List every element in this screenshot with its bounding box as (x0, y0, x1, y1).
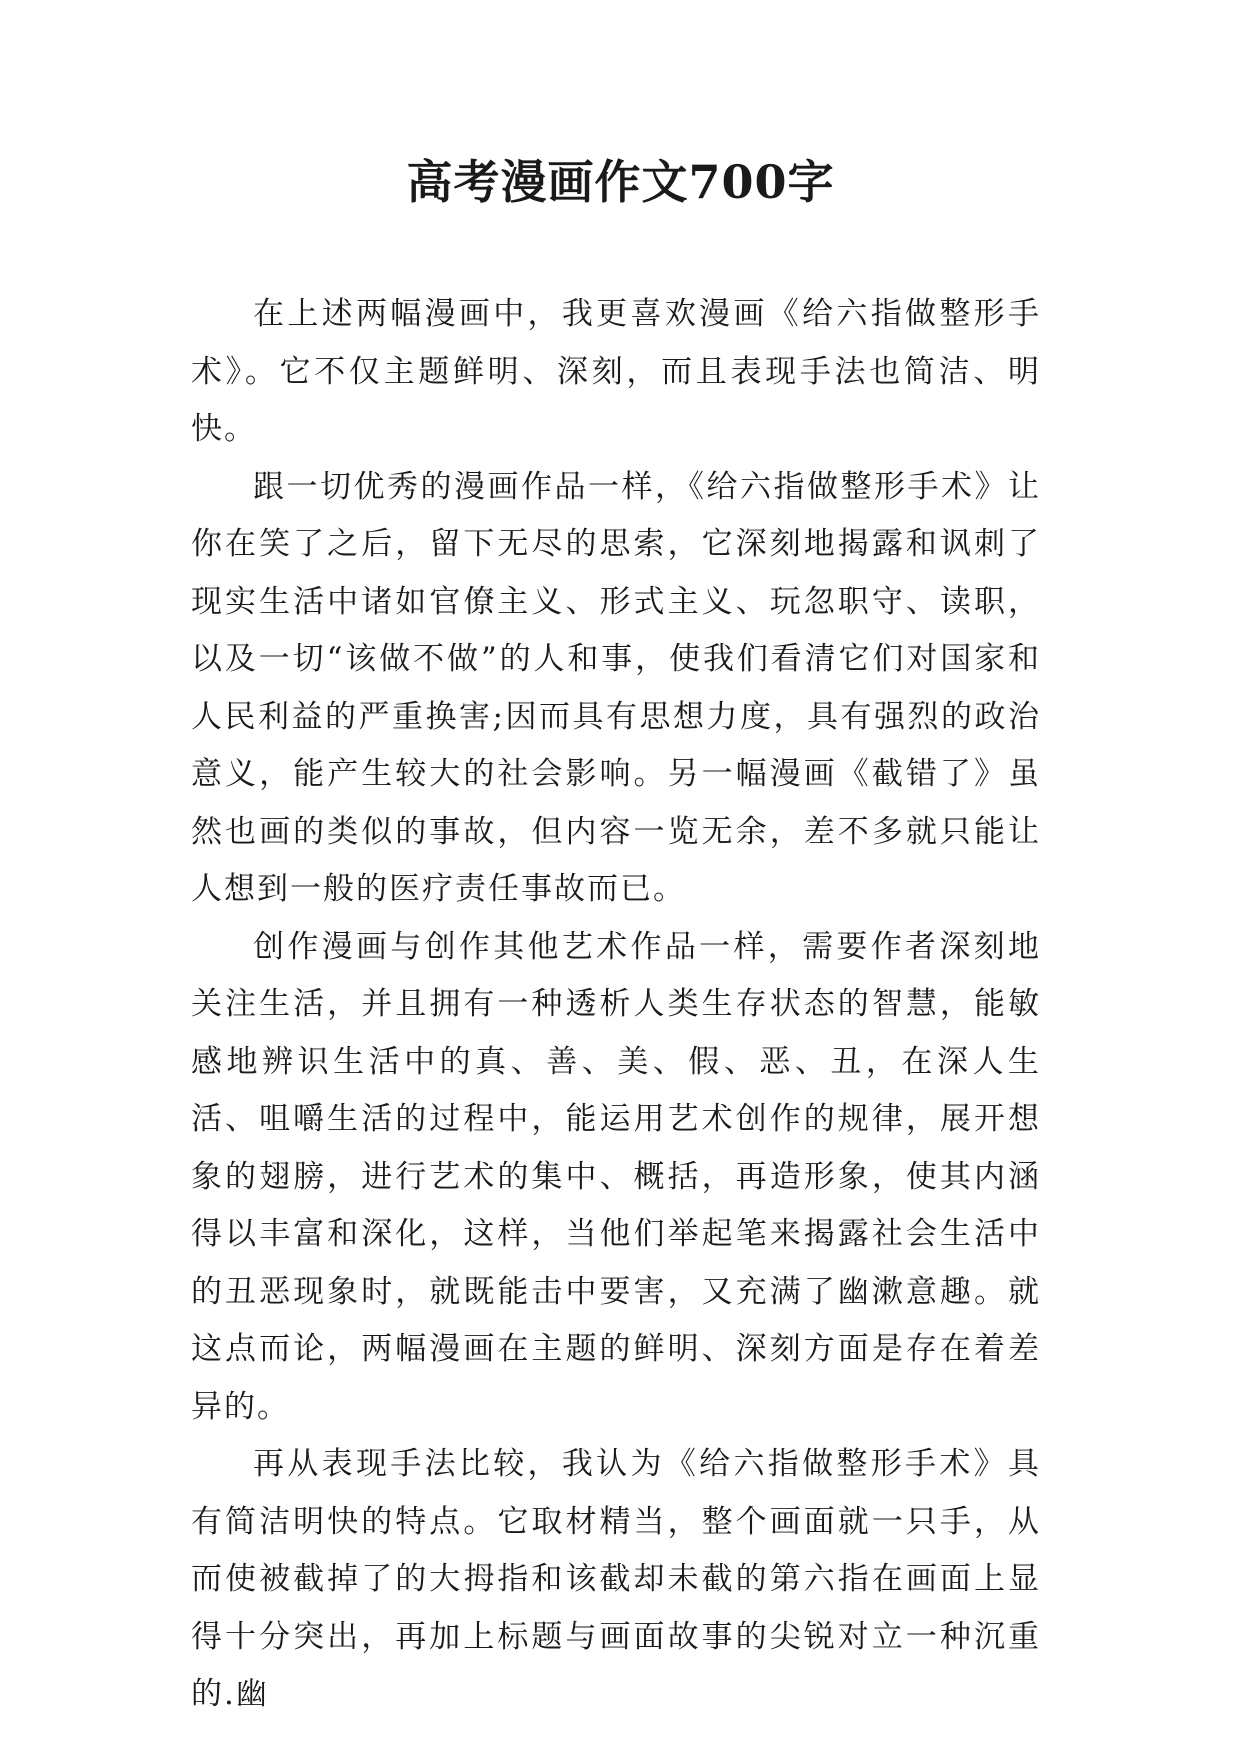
paragraph-1: 在上述两幅漫画中，我更喜欢漫画《给六指做整形手术》。它不仅主题鲜明、深刻，而且表现手法也简洁、明快。 (191, 296, 1041, 447)
document-body (191, 286, 1041, 1724)
document-title: 高考漫画作文700字 (406, 155, 835, 209)
paragraph-3: 创作漫画与创作其他艺术作品一样，需要作者深刻地关注生活，并且拥有一种透析人类生存状态的智慧，能敏感地辨识生活中的真、善、美、假、恶、丑，在深人生活、咀嚼生活的过程中，能运用艺术创作的规律，展开想象的翅膀，进行艺术的集中、概括，再造形象，使其内涵得以丰富和深化，这样，当他们举起笔来揭露社会生活中的丑恶现象时，就既能击中要害，又充满了幽漱意趣。就这点而论，两幅漫画在主题的鲜明、深刻方面是存在着差异的。 (191, 928, 1041, 1425)
paragraph-4: 再从表现手法比较，我认为《给六指做整形手术》具有简洁明快的特点。它取材精当，整个画面就一只手，从而使被截掉了的大拇指和该截却未截的第六指在画面上显得十分突出，再加上标题与画面故事的尖锐对立一种沉重的.幽 (191, 1446, 1041, 1712)
paragraph-2: 跟一切优秀的漫画作品一样，《给六指做整形手术》让你在笑了之后，留下无尽的思索，它深刻地揭露和讽刺了现实生活中诸如官僚主义、形式主义、玩忽职守、读职，以及一切“该做不做”的人和事，使我们看清它们对国家和人民利益的严重换害;因而具有思想力度，具有强烈的政治意义，能产生较大的社会影响。另一幅漫画《截错了》虽然也画的类似的事故，但内容一览无余，差不多就只能让人想到一般的医疗责任事故而已。 (191, 468, 1041, 907)
